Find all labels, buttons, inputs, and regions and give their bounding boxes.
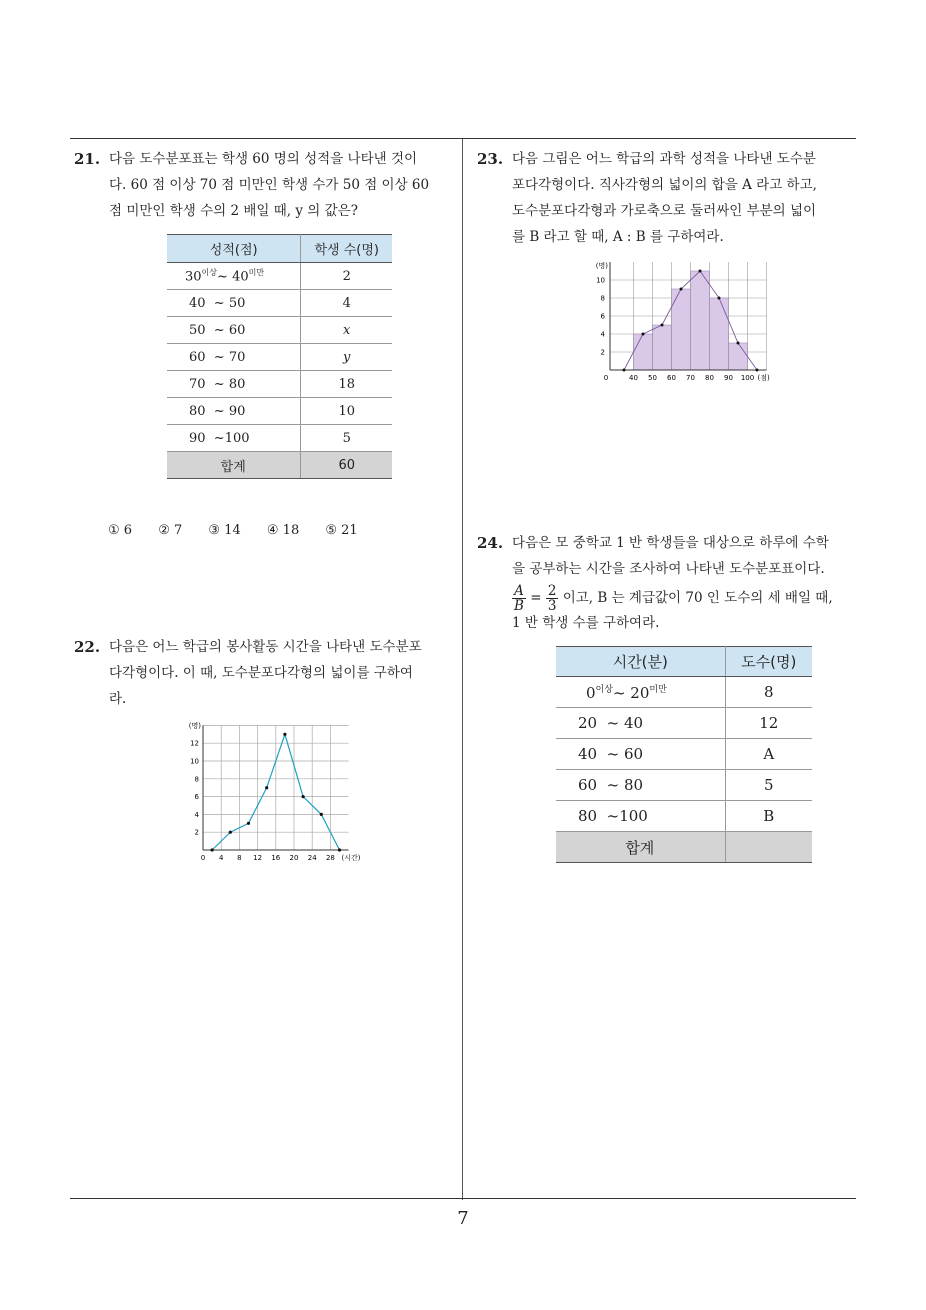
count-cell: 4 — [301, 290, 392, 317]
table-row — [167, 371, 392, 398]
table-row — [167, 425, 392, 452]
range-cell: 40 ~ 50 — [167, 290, 301, 317]
table-row — [556, 739, 812, 770]
problem-number: 22. — [74, 638, 101, 656]
total-label: 합계 — [167, 452, 301, 479]
data-point — [283, 733, 286, 736]
data-point — [211, 848, 214, 851]
x-tick-label: 24 — [307, 854, 317, 862]
total-row — [167, 452, 392, 479]
equals-sign: = — [530, 590, 542, 606]
data-point — [338, 848, 341, 851]
count-cell: x — [301, 317, 392, 344]
x-tick-label: 80 — [705, 374, 714, 382]
problem-21 — [74, 146, 459, 224]
choice-2[interactable]: ② 7 — [158, 523, 183, 538]
problem-line: 을 공부하는 시간을 조사하여 나타낸 도수분포표이다. — [512, 561, 825, 577]
data-point — [320, 813, 323, 816]
range-cell: 60 ~ 70 — [167, 344, 301, 371]
answer-choices — [108, 523, 380, 538]
x-tick-label: 0 — [200, 854, 206, 862]
problem-text: 다음은 어느 학급의 봉사활동 시간을 나타낸 도수분포 다각형이다. 이 때, 도수분포다각형의 넓이를 구하여 라. — [109, 639, 422, 707]
table-row — [556, 677, 812, 708]
total-label: 합계 — [556, 832, 725, 863]
data-point — [699, 270, 702, 273]
range-cell: 70 ~ 80 — [167, 371, 301, 398]
data-point — [718, 297, 721, 300]
range-cell: 90 ~100 — [167, 425, 301, 452]
x-tick-label: 8 — [237, 854, 242, 862]
x-tick-label: 70 — [686, 374, 695, 382]
choice-5[interactable]: ⑤ 21 — [325, 523, 358, 538]
problem-line: 1 반 학생 수를 구하여라. — [512, 615, 660, 631]
table-row — [556, 708, 812, 739]
x-tick-label: 50 — [648, 374, 657, 382]
problem-text: 다음 그림은 어느 학급의 과학 성적을 나타낸 도수분 포다각형이다. 직사각형의 넓이의 합을 A 라고 하고, 도수분포다각형과 가로축으로 둘러싸인 부분의 넓이 를 B 라고 할 때, A : B 를 구하여라. — [512, 151, 817, 245]
top-rule — [70, 138, 856, 139]
choice-4[interactable]: ④ 18 — [266, 523, 300, 538]
y-tick-label: 8 — [194, 775, 199, 784]
data-point — [247, 822, 250, 825]
histogram-bar — [729, 343, 748, 370]
total-value — [725, 832, 812, 863]
y-tick-label: 4 — [600, 330, 605, 339]
y-tick-label: 2 — [600, 348, 605, 357]
problem-line: 다음은 모 중학교 1 반 학생들을 대상으로 하루에 수학 — [512, 535, 829, 551]
frequency-table-24 — [556, 646, 812, 863]
x-tick-label: 28 — [325, 854, 335, 862]
histogram-bar — [710, 298, 729, 370]
polygon-chart-22 — [185, 718, 385, 868]
data-point — [642, 333, 645, 336]
count-cell: y — [301, 344, 392, 371]
y-tick-label: 4 — [194, 810, 199, 819]
table-row — [167, 263, 392, 290]
x-tick-label: 90 — [724, 374, 733, 382]
frequency-cell: 8 — [725, 677, 812, 708]
choice-3[interactable]: ③ 14 — [208, 523, 241, 538]
problem-23 — [477, 146, 862, 250]
fraction-two-thirds: $\frac{2}{3}$ — [547, 583, 557, 614]
histogram-bar — [634, 334, 653, 370]
fraction-a-over-b: $\frac{A}{B}$ — [514, 583, 524, 614]
choice-1[interactable]: ① 6 — [108, 523, 133, 538]
header-time: 시간(분) — [556, 647, 725, 677]
data-point — [229, 831, 232, 834]
frequency-cell: B — [725, 801, 812, 832]
problem-24 — [477, 530, 862, 631]
problem-22 — [74, 634, 459, 712]
header-score: 성적(점) — [167, 235, 301, 263]
table-row — [167, 344, 392, 371]
x-tick-label: 40 — [629, 374, 638, 382]
range-cell: $30^{이상}\sim$ $40^{미만}$ — [167, 263, 301, 290]
total-value: 60 — [301, 452, 392, 479]
count-cell: 2 — [301, 263, 392, 290]
frequency-cell: 5 — [725, 770, 812, 801]
data-point — [756, 369, 759, 372]
range-cell: 60 ~ 80 — [556, 770, 725, 801]
x-tick-label: 20 — [289, 854, 299, 862]
range-cell: $0^{이상}\sim$ $20^{미만}$ — [556, 677, 725, 708]
count-cell: 5 — [301, 425, 392, 452]
table-row — [167, 290, 392, 317]
problem-number: 24. — [477, 534, 504, 552]
range-cell: 50 ~ 60 — [167, 317, 301, 344]
header-frequency: 도수(명) — [725, 647, 812, 677]
data-point — [623, 369, 626, 372]
x-tick-label: 100 — [740, 374, 755, 382]
count-cell: 18 — [301, 371, 392, 398]
frequency-table-21 — [167, 234, 392, 479]
page-number: 7 — [457, 1208, 469, 1229]
table-row — [167, 398, 392, 425]
x-tick-label: 4 — [218, 854, 224, 862]
origin-label: 0 — [603, 374, 609, 382]
total-row — [556, 832, 812, 863]
x-tick-label: 12 — [253, 854, 263, 862]
x-tick-label: 16 — [271, 854, 281, 862]
x-axis-unit: (시간) — [341, 854, 361, 862]
problem-number: 21. — [74, 150, 101, 168]
y-axis-unit: (명) — [188, 722, 201, 730]
range-cell: 40 ~ 60 — [556, 739, 725, 770]
table-row — [556, 770, 812, 801]
frequency-cell: A — [725, 739, 812, 770]
problem-line: 이고, B 는 계급값이 70 인 도수의 세 배일 때, — [562, 590, 833, 606]
y-tick-label: 10 — [190, 757, 199, 766]
data-point — [680, 288, 683, 291]
data-point — [737, 342, 740, 345]
count-cell: 10 — [301, 398, 392, 425]
histogram-bar — [653, 325, 672, 370]
y-tick-label: 6 — [194, 793, 199, 802]
data-point — [302, 795, 305, 798]
x-axis-unit: (점) — [757, 374, 770, 382]
range-cell: 20 ~ 40 — [556, 708, 725, 739]
y-axis-unit: (명) — [595, 262, 608, 270]
frequency-cell: 12 — [725, 708, 812, 739]
header-count: 학생 수(명) — [301, 235, 392, 263]
problem-text: 다음 도수분포표는 학생 60 명의 성적을 나타낸 것이 다. 60 점 이상 70 점 미만인 학생 수가 50 점 이상 60 점 미만인 학생 수의 2 배일 때, y 의 값은? — [109, 151, 430, 219]
range-cell: 80 ~ 90 — [167, 398, 301, 425]
y-tick-label: 2 — [194, 828, 199, 837]
y-tick-label: 8 — [600, 294, 605, 303]
y-tick-label: 6 — [600, 312, 605, 321]
histogram-chart-23 — [590, 258, 780, 388]
bottom-rule — [70, 1198, 856, 1199]
y-tick-label: 12 — [190, 739, 199, 748]
y-tick-label: 10 — [596, 276, 605, 285]
table-row — [167, 317, 392, 344]
x-tick-label: 60 — [667, 374, 676, 382]
range-cell: 80 ~100 — [556, 801, 725, 832]
table-row — [556, 801, 812, 832]
data-point — [661, 324, 664, 327]
data-point — [265, 786, 268, 789]
histogram-bar — [691, 271, 710, 370]
column-divider — [462, 139, 463, 1200]
problem-number: 23. — [477, 150, 504, 168]
